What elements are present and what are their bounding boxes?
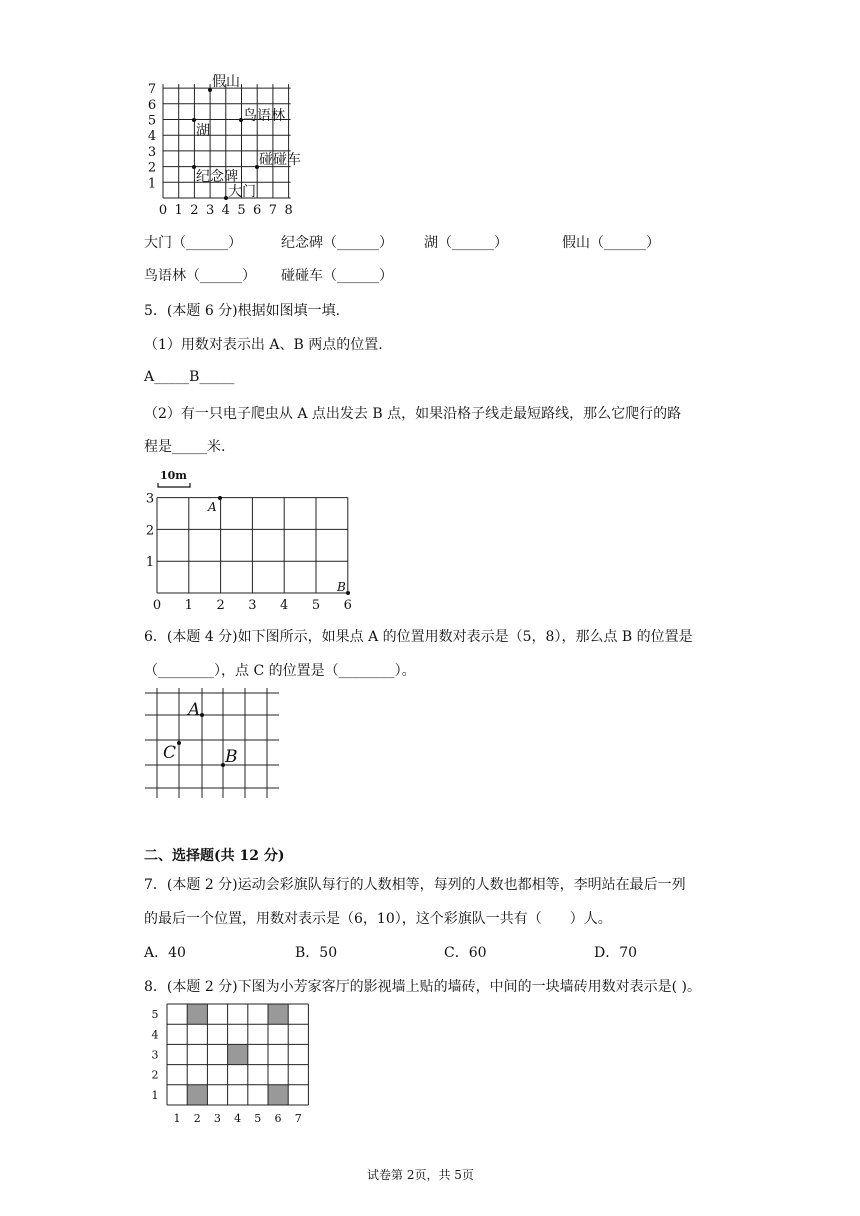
point-a-label: A <box>188 700 201 720</box>
y-tick-label: 7 <box>147 82 157 98</box>
q5-title: 5．(本题 6 分)根据如图填一填. <box>144 303 341 319</box>
q5-x-ticks <box>153 598 352 613</box>
x-tick-label: 6 <box>343 598 352 613</box>
x-tick-label: 6 <box>253 203 262 218</box>
point-a <box>218 496 222 500</box>
y-tick-label: 1 <box>151 1088 159 1102</box>
label-pengpengche: 碰碰车 <box>259 152 301 168</box>
y-tick-label: 3 <box>147 144 157 160</box>
q5-part1: （1）用数对表示出 A、B 两点的位置. <box>144 337 383 353</box>
scale-label: 10m <box>160 469 187 482</box>
q7-line2: 的最后一个位置，用数对表示是（6，10），这个彩旗队一共有（ ）人。 <box>144 911 612 927</box>
answer-hu: 湖（______） <box>424 235 508 251</box>
x-tick-label: 1 <box>174 203 183 218</box>
q5-part1-blank: A_____B_____ <box>144 369 235 385</box>
shaded-tile <box>187 1085 207 1105</box>
label-jinianbei: 纪念碑 <box>196 169 238 185</box>
y-tick-label: 2 <box>145 523 155 539</box>
x-tick-label: 5 <box>254 1112 262 1123</box>
x-tick-label: 0 <box>158 203 168 218</box>
q7-option-d: D．70 <box>594 945 638 961</box>
x-tick-label: 4 <box>234 1112 242 1123</box>
y-tick-label: 4 <box>151 1028 159 1042</box>
label-niaoyulin: 鸟语林 <box>243 108 285 124</box>
q7-line1: 7．(本题 2 分)运动会彩旗队每行的人数相等，每列的人数也都相等，李明站在最后一列 <box>144 877 686 893</box>
answer-pengpengche: 碰碰车（______） <box>281 268 393 284</box>
q5-y-ticks <box>146 492 154 571</box>
q7-option-b: B．50 <box>295 945 338 961</box>
x-tick-label: 5 <box>237 203 246 218</box>
scale-bar <box>158 483 190 487</box>
x-tick-label: 1 <box>184 598 193 613</box>
y-tick-label: 2 <box>147 160 157 176</box>
q6-line1: 6．(本题 4 分)如下图所示，如果点 A 的位置用数对表示是（5，8），那么点 B 的位置是 <box>144 629 693 645</box>
point-b-label: B <box>225 747 238 767</box>
point-a <box>200 713 204 717</box>
park-map-figure <box>140 70 320 220</box>
park-map-y-ticks <box>148 82 156 191</box>
point-b-label: B <box>337 580 346 594</box>
x-tick-label: 1 <box>173 1112 181 1123</box>
x-tick-label: 4 <box>280 598 289 613</box>
x-tick-label: 3 <box>205 203 215 218</box>
y-tick-label: 4 <box>147 129 157 145</box>
label-damen: 大门 <box>228 184 256 200</box>
x-tick-label: 2 <box>216 598 225 613</box>
q8-line1: 8．(本题 2 分)下图为小芳家客厅的影视墙上贴的墙砖，中间的一块墙砖用数对表示是( )。 <box>144 979 702 995</box>
y-tick-label: 3 <box>151 1048 159 1062</box>
shaded-tile <box>268 1085 288 1105</box>
x-tick-label: 7 <box>268 203 278 218</box>
q8-x-ticks <box>174 1112 302 1123</box>
shaded-tile <box>228 1044 248 1064</box>
point-b <box>346 591 350 595</box>
q5-part2-line2: 程是_____米. <box>144 439 226 455</box>
q8-y-ticks <box>152 1008 159 1102</box>
x-tick-label: 5 <box>311 598 321 613</box>
label-hu: 湖 <box>196 123 210 139</box>
y-tick-label: 1 <box>147 176 157 192</box>
y-tick-label: 5 <box>151 1008 159 1022</box>
q8-shaded-tiles <box>187 1004 288 1105</box>
answer-jiashan: 假山（______） <box>562 235 660 251</box>
y-tick-label: 6 <box>147 97 157 113</box>
y-tick-label: 2 <box>151 1068 159 1082</box>
x-tick-label: 6 <box>274 1112 282 1123</box>
q5-grid <box>157 498 348 593</box>
x-tick-label: 0 <box>152 598 162 613</box>
q5-grid-figure <box>140 465 360 615</box>
label-jiashan: 假山 <box>212 74 240 90</box>
y-tick-label: 3 <box>145 491 155 507</box>
page-footer: 试卷第 2页，共 5页 <box>367 1168 474 1182</box>
q6-grid-figure <box>145 688 285 803</box>
x-tick-label: 3 <box>213 1112 221 1123</box>
answer-damen: 大门（______） <box>144 235 242 251</box>
answer-niaoyulin: 鸟语林（______） <box>144 268 256 284</box>
park-map-x-ticks <box>159 203 293 218</box>
q5-part2-line1: （2）有一只电子爬虫从 A 点出发去 B 点，如果沿格子线走最短路线，那么它爬行的路 <box>144 406 682 422</box>
q8-tile-figure <box>145 998 320 1123</box>
q6-line2: （________），点 C 的位置是（________）。 <box>144 663 416 679</box>
y-tick-label: 5 <box>147 113 157 129</box>
x-tick-label: 7 <box>294 1112 302 1123</box>
x-tick-label: 3 <box>248 598 257 613</box>
point-c <box>177 741 181 745</box>
q7-option-a: A．40 <box>144 945 186 961</box>
x-tick-label: 2 <box>193 1112 201 1123</box>
point-a-label: A <box>208 500 217 514</box>
shaded-tile <box>187 1004 207 1024</box>
answer-jinianbei: 纪念碑（______） <box>281 235 393 251</box>
point-c-label: C <box>163 743 177 763</box>
shaded-tile <box>268 1004 288 1024</box>
q7-option-c: C．60 <box>444 945 487 961</box>
x-tick-label: 2 <box>190 203 199 218</box>
x-tick-label: 8 <box>284 203 293 218</box>
section2-heading: 二、选择题(共 12 分) <box>144 848 285 864</box>
y-tick-label: 1 <box>145 555 155 571</box>
x-tick-label: 4 <box>221 203 230 218</box>
point-hu <box>192 118 196 122</box>
